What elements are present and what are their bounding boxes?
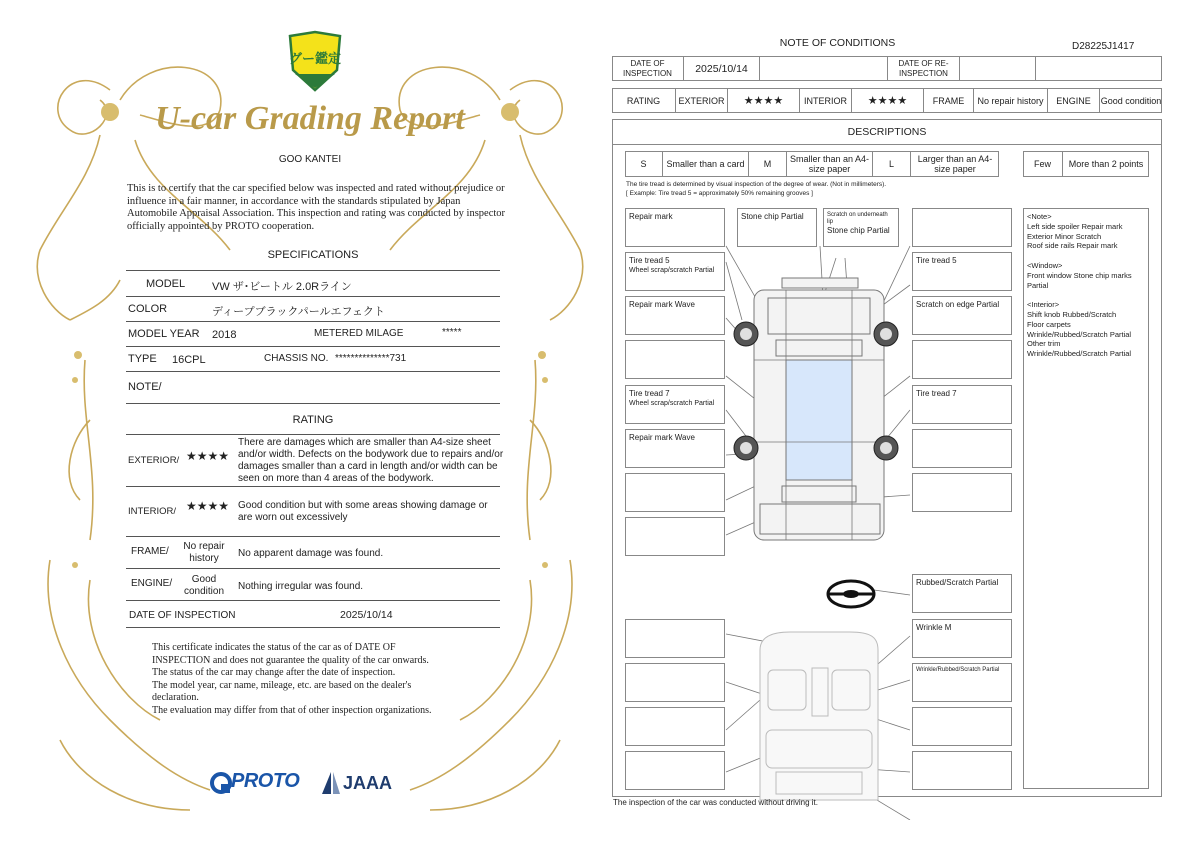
note-text: Stone chip Partial [827, 226, 890, 235]
legend-l: L [873, 151, 911, 177]
steering-wheel-icon [828, 581, 874, 607]
footer-line: The status of the car may change after the date of inspection. [152, 667, 396, 678]
legend-few: Few [1023, 151, 1063, 177]
note-box-front-left [625, 208, 725, 247]
note-box-steering [912, 574, 1012, 613]
footer-line: INSPECTION and does not guarantee the quality of the car onwards. [152, 654, 429, 666]
proto-logo-text: PROTO [231, 770, 300, 792]
notes-line: Shift knob Rubbed/Scratch [1027, 309, 1117, 319]
note-box-rear-bumper [625, 517, 725, 556]
divider [126, 296, 500, 297]
notes-line [1027, 290, 1145, 300]
notes-line: Exterior Minor Scratch [1027, 231, 1102, 241]
footer-line: This certificate indicates the status of the car as of DATE OF [152, 642, 396, 653]
divider [126, 568, 500, 569]
legend-m-desc: Smaller than an A4-size paper [787, 151, 873, 177]
rating-heading: RATING [292, 414, 334, 426]
windshield-area [786, 360, 852, 480]
grading-certificate [30, 20, 590, 830]
notes-line: Wrinkle/Rubbed/Scratch Partial [1027, 349, 1132, 359]
note-box-left-front-tire [625, 252, 725, 291]
notes-line: Front window Stone chip marks Partial [1027, 270, 1132, 290]
note-box-right-middle [912, 340, 1012, 379]
note-text: Tire tread 5 [629, 256, 670, 265]
note-box-left-dash [625, 619, 725, 658]
note-text: Repair mark [629, 212, 673, 221]
tread-note-line: The tire tread is determined by visual inspection of the degree of wear. (Not in millimeters). [626, 181, 887, 188]
tread-note-line: [ Example: Tire tread 5 = approximately 50% remaining grooves ] [626, 190, 813, 197]
proto-logo-icon [210, 770, 232, 796]
divider [126, 321, 500, 322]
rating-label: RATING [612, 88, 676, 113]
note-box-hood [737, 208, 817, 247]
notes-line: Floor carpets [1027, 319, 1071, 329]
engine-value: Good condition [183, 574, 225, 597]
interior-description: Good condition but with some areas showing damage or are worn out excessively [238, 500, 488, 523]
notes-line: Roof side rails Repair mark [1027, 241, 1118, 251]
frame-value: No repair history [183, 541, 225, 564]
note-text: Rubbed/Scratch Partial [916, 578, 999, 587]
note-box-right-seat [912, 663, 1012, 702]
note-label: NOTE/ [128, 381, 162, 393]
note-box-left-rear-tire [625, 385, 725, 424]
footer-line: The model year, car name, mileage, etc. are based on the dealer's [152, 679, 412, 691]
exterior-stars: ★★★★ [728, 88, 800, 113]
date-label: DATE OF INSPECTION [129, 610, 236, 621]
date-inspection-label: DATE OF INSPECTION [612, 56, 684, 81]
notes-line [1027, 251, 1145, 261]
note-box-right-rear-tire [912, 385, 1012, 424]
note-text: Tire tread 5 [916, 256, 957, 265]
legend-m: M [749, 151, 787, 177]
note-box-left-rear [625, 429, 725, 468]
frame-label: FRAME/ [131, 546, 169, 557]
note-text: Stone chip Partial [741, 212, 804, 221]
divider [126, 627, 500, 628]
divider [126, 600, 500, 601]
note-box-rear-right [912, 751, 1012, 790]
note-box-left-rear-lower [625, 473, 725, 512]
note-box-front-right [912, 208, 1012, 247]
note-text: Tire tread 7 [916, 389, 957, 398]
notes-line: Left side spoiler Repair mark [1027, 221, 1123, 231]
certificate-footer [152, 642, 512, 717]
legend-s-desc: Smaller than a card [663, 151, 749, 177]
exterior-description: There are damages which are smaller than A4-size sheet and/or width. Defects on the bodywork due to repairs and/or damages smaller than a card in length and/or width can be seen on more than 4 areas of the bodywork. [238, 437, 504, 484]
type-label: TYPE [128, 353, 157, 365]
note-text: Scratch on edge Partial [916, 300, 1000, 309]
divider [126, 270, 500, 271]
notes-line: <Window> [1027, 260, 1063, 270]
note-box-dashboard [912, 619, 1012, 658]
divider [126, 536, 500, 537]
engine-label: ENGINE/ [131, 578, 173, 589]
note-box-left-middle [625, 340, 725, 379]
note-box-rear-left [625, 751, 725, 790]
note-subtext: Wheel scrap/scratch Partial [629, 267, 715, 274]
chassis-value: **************731 [335, 353, 407, 364]
interior-label: INTERIOR [800, 88, 852, 113]
legend-few-desc: More than 2 points [1068, 159, 1144, 169]
note-of-conditions [610, 30, 1165, 820]
note-text: Repair mark Wave [629, 300, 695, 309]
interior-label: INTERIOR/ [128, 506, 177, 517]
note-box-right-rear [912, 429, 1012, 468]
divider [126, 403, 500, 404]
note-text: Wrinkle M [916, 623, 952, 632]
mileage-label: METERED MILAGE [314, 328, 404, 339]
document-id: D28225J1417 [1072, 41, 1135, 52]
certify-text: This is to certify that the car specified below was inspected and rated without prejudice or influence in a fair manner, in accordance with the standards stipulated by Japan Automobile Appraisal Association. This inspection and rating was conducted by inspector officially appointed by PROTO cooperation. [127, 183, 506, 232]
note-box-left-seat [625, 663, 725, 702]
notes-line: Wrinkle/Rubbed/Scratch Partial [1027, 329, 1132, 339]
reinspection-label: DATE OF RE-INSPECTION [888, 56, 960, 81]
note-box-right-front-door [912, 296, 1012, 335]
note-box-right-rear-lower [912, 473, 1012, 512]
note-text: Tire tread 7 [629, 389, 670, 398]
specs-heading: SPECIFICATIONS [267, 249, 359, 261]
jaaa-logo-icon [320, 770, 342, 796]
model-year-value: 2018 [212, 329, 237, 341]
model-value: VW ザ･ビートル 2.0Rライン [212, 281, 352, 293]
frame-description: No apparent damage was found. [238, 548, 384, 559]
descriptions-heading: DESCRIPTIONS [612, 119, 1162, 145]
exterior-label: EXTERIOR [676, 88, 728, 113]
frame-label: FRAME [924, 88, 974, 113]
date-value: 2025/10/14 [340, 609, 393, 621]
engine-value: Good condition [1100, 95, 1162, 106]
notes-line: <Interior> [1027, 300, 1060, 310]
exterior-label: EXTERIOR/ [128, 455, 180, 466]
report-title: U-car Grading Report [155, 100, 465, 137]
note-subtext: Scratch on underneath lip [827, 212, 888, 225]
note-box-left-front-door [625, 296, 725, 335]
model-year-label: MODEL YEAR [128, 328, 200, 340]
divider [126, 346, 500, 347]
note-box-front-bumper [823, 208, 899, 247]
note-text: Wrinkle/Rubbed/Scratch Partial [916, 667, 1000, 673]
logo-text: グー鑑定 [288, 51, 341, 66]
legend-l-desc: Larger than an A4-size paper [917, 154, 993, 174]
notes-line: <Note> [1027, 212, 1052, 221]
note-title: NOTE OF CONDITIONS [779, 37, 896, 49]
note-text: Repair mark Wave [629, 433, 695, 442]
interior-stars: ★★★★ [852, 88, 924, 113]
footer-line: The evaluation may differ from that of other inspection organizations. [152, 704, 432, 716]
frame-value: No repair history [974, 88, 1048, 113]
divider [126, 371, 500, 372]
engine-description: Nothing irregular was found. [238, 581, 364, 592]
jaaa-logo-text: JAAA [343, 773, 393, 793]
note-box-left-floor [625, 707, 725, 746]
interior-stars: ★★★★ [186, 499, 230, 513]
divider [126, 434, 500, 435]
note-box-right-front-tire [912, 252, 1012, 291]
model-label: MODEL [146, 278, 186, 290]
inspection-footer: The inspection of the car was conducted without driving it. [613, 798, 818, 807]
notes-line: Other trim [1027, 339, 1061, 349]
notes-panel [1023, 208, 1149, 789]
note-box-right-floor [912, 707, 1012, 746]
chassis-label: CHASSIS NO. [264, 353, 329, 364]
footer-line: declaration. [152, 692, 199, 703]
mileage-value: ***** [442, 327, 462, 338]
engine-label: ENGINE [1048, 88, 1100, 113]
exterior-stars: ★★★★ [186, 449, 230, 463]
color-value: ディープブラックパールエフェクト [212, 306, 385, 318]
report-subtitle: GOO KANTEI [278, 154, 342, 165]
date-inspection-value: 2025/10/14 [684, 56, 760, 81]
legend-s: S [625, 151, 663, 177]
note-subtext: Wheel scrap/scratch Partial [629, 400, 715, 407]
color-label: COLOR [128, 303, 168, 315]
divider [126, 486, 500, 487]
type-value: 16CPL [172, 354, 206, 366]
